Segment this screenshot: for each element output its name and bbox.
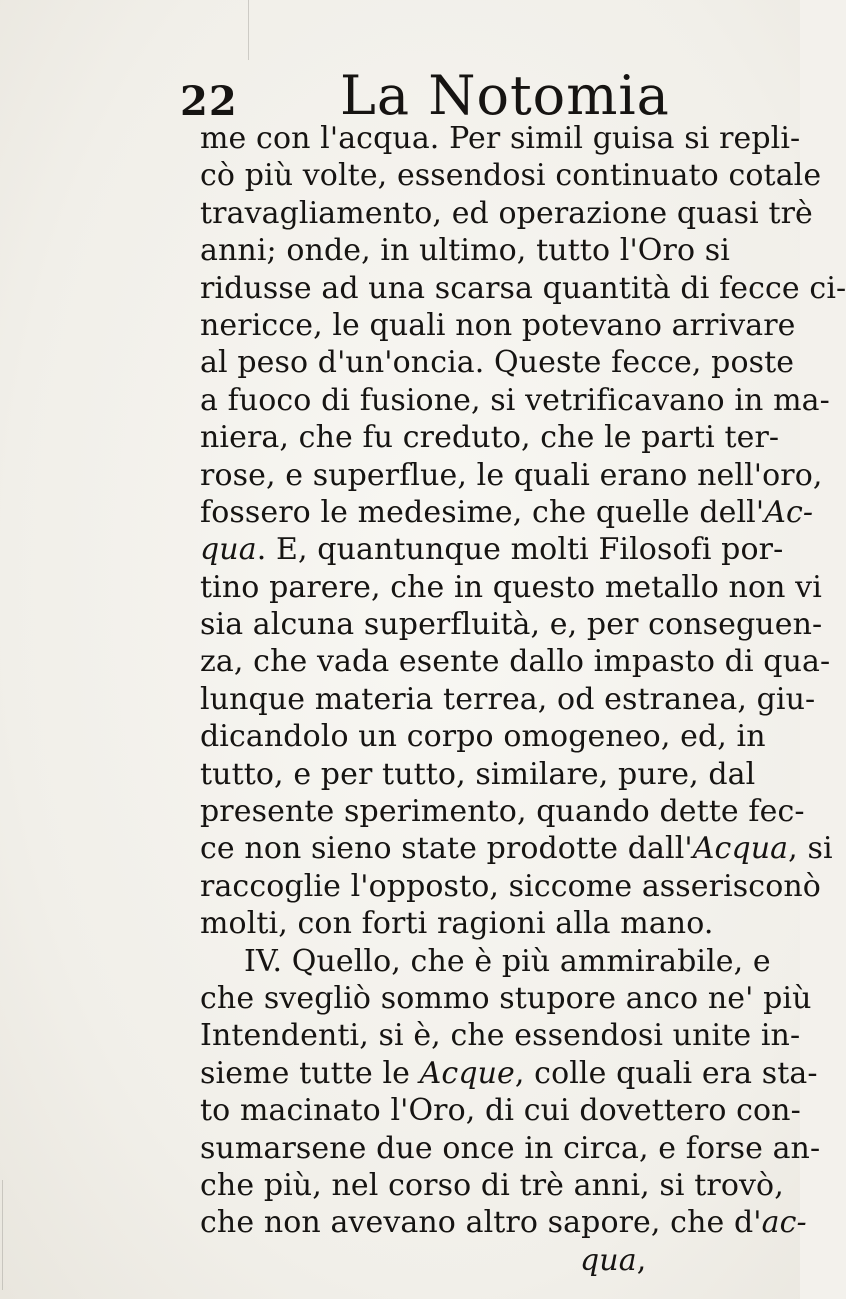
text-line [200,382,830,419]
text-line [200,643,831,680]
text-segment: , colle quali era sta- [514,1055,818,1091]
text-segment: sieme tutte le [200,1055,420,1091]
text-line [200,457,823,494]
text-line [200,569,822,606]
text-segment: che più, nel corso di trè anni, si trovò, [200,1167,784,1203]
text-line [200,1055,818,1092]
text-line [200,868,821,905]
italic-text: ac- [761,1205,807,1241]
text-segment: travagliamento, ed operazione quasi trè [200,195,813,231]
text-segment: cò più volte, essendosi continuato cotale [200,158,822,194]
italic-text: Acque [419,1055,515,1091]
text-line [200,307,796,344]
text-line [200,1167,784,1204]
text-line [200,793,805,830]
text-line [200,494,814,531]
text-segment: che svegliò sommo stupore anco ne' più [200,980,812,1016]
text-line [200,419,780,456]
text-line [200,943,770,980]
text-line [200,1204,807,1241]
italic-text: Ac- [764,494,814,530]
text-line [200,718,770,755]
text-segment: al peso d'un'oncia. Queste fecce, poste [200,345,795,381]
text-line [200,830,833,867]
text-segment: niera, che fu creduto, che le parti ter- [200,420,780,456]
text-segment: lunque materia terrea, od estranea, giu- [200,681,816,717]
text-segment: me con l'acqua. Per simil guisa si repli- [200,121,801,156]
text-segment: dicandolo un corpo omogeneo, ed, in [200,719,766,755]
body-text [200,120,846,1279]
italic-text: Acqua [692,831,789,867]
text-segment: za, che vada esente dallo impasto di qua- [200,644,831,680]
text-segment: fossero le medesime, che quelle dell' [200,494,765,530]
paper-crease [2,1180,3,1290]
text-segment: tutto, e per tutto, similare, pure, dal [200,756,756,792]
text-segment: , si [788,831,833,867]
text-line [200,195,813,232]
italic-text: qua [580,1242,637,1278]
text-line [200,344,795,381]
text-line [200,606,823,643]
text-line [200,270,846,307]
italic-text: qua [200,532,257,568]
text-segment: che non avevano altro sapore, che d' [200,1205,762,1241]
paper-crease [248,0,249,60]
text-segment: . E, quantunque molti Filosofi por- [256,532,784,568]
text-segment: nericce, le quali non potevano arrivare [200,307,796,343]
page-header [180,64,700,127]
text-line [200,120,801,157]
text-segment: a fuoco di fusione, si vetrificavano in ma- [200,382,830,418]
running-title: La Notomia [340,64,670,127]
text-line [200,681,816,718]
text-line [200,980,812,1017]
text-segment: presente sperimento, quando dette fec- [200,794,805,830]
text-line [200,1242,770,1279]
text-line [200,756,770,793]
text-line [200,1017,801,1054]
text-segment: tino parere, che in questo metallo non vi [200,569,822,605]
text-segment: IV. Quello, che è più ammirabile, e [244,943,771,979]
text-segment: rose, e superflue, le quali erano nell'oro, [200,457,823,493]
text-segment: molti, con forti ragioni alla mano. [200,906,714,942]
text-segment: , [636,1242,647,1278]
text-segment: to macinato l'Oro, di cui dovettero con- [200,1093,801,1129]
text-line [200,1092,801,1129]
text-line [200,905,770,942]
text-segment: anni; onde, in ultimo, tutto l'Oro si [200,233,730,269]
text-line [200,232,770,269]
page-number: 22 [180,78,238,125]
text-segment: Intendenti, si è, che essendosi unite in- [200,1018,801,1054]
text-segment: sia alcuna superfluità, e, per conseguen- [200,607,823,643]
text-segment: raccoglie l'opposto, siccome asserisconò [200,868,821,904]
text-segment: ridusse ad una scarsa quantità di fecce ci- [200,270,846,306]
text-segment: sumarsene due once in circa, e forse an- [200,1130,821,1166]
text-segment: ce non sieno state prodotte dall' [200,831,693,867]
text-line [200,1130,821,1167]
text-line [200,157,822,194]
text-line [200,531,784,568]
